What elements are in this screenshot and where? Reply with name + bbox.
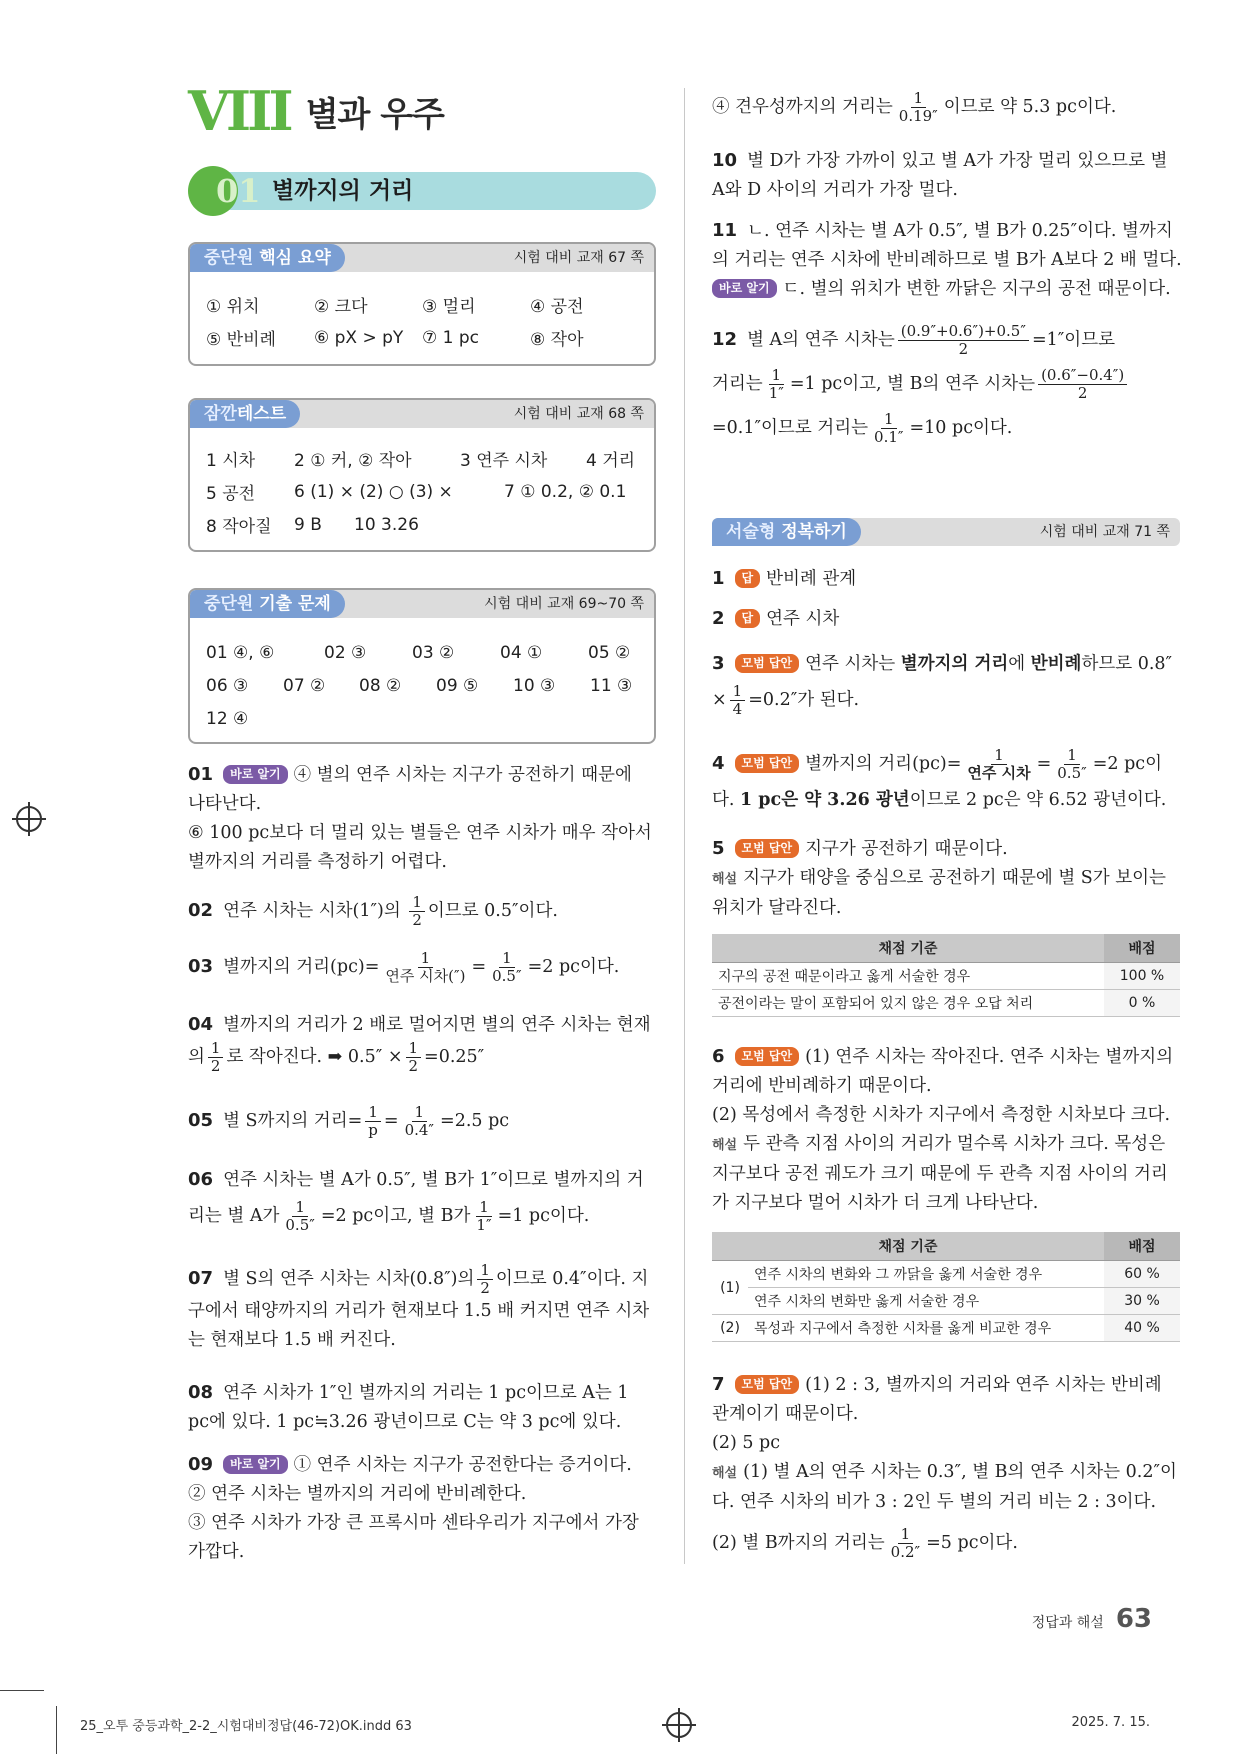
fraction: $\frac{1}{1''}$ xyxy=(768,366,784,402)
quick-test-box xyxy=(188,398,656,552)
model-answer-badge: 모범 답안 xyxy=(735,754,800,773)
fraction: $\frac{1}{\text{연주 시차(″)}}$ xyxy=(385,949,466,985)
quick-answer: 5 공전 xyxy=(206,484,256,504)
fraction: $\frac{1}{0.5''}$ xyxy=(1057,746,1087,782)
essay-ref: 시험 대비 교재 71 쪽 xyxy=(1039,524,1170,540)
section-title: 별까지의 거리 xyxy=(272,178,414,204)
past-answer: 02 ③ xyxy=(324,642,367,663)
essay-7-part2: (2) 별 B까지의 거리는 $\frac{1}{0.2''}$ =5 pc이다. xyxy=(712,1525,1018,1561)
section-header xyxy=(188,170,656,212)
answer-04: 04 별까지의 거리가 2 배로 멀어지면 별의 연주 시차는 현재의 $\frac{1}{2}$ 로 작아진다. ➡ 0.5″ × $\frac{1}{2}$ =0.25″ xyxy=(188,1014,651,1075)
correct-badge: 바로 알기 xyxy=(712,279,777,298)
fraction: $\frac{1}{0.19''}$ xyxy=(898,89,938,125)
explanation-label: 해설 xyxy=(712,872,738,887)
fraction: $\frac{1}{0.2''}$ xyxy=(890,1525,921,1561)
trim-mark xyxy=(56,1706,57,1754)
summary-item: ⑥ pX > pY xyxy=(314,327,404,348)
fraction: $\frac{(0.6''-0.4'')}{2}$ xyxy=(1038,367,1127,402)
fraction: $\frac{1}{4}$ xyxy=(730,683,746,718)
fraction: $\frac{1}{2}$ xyxy=(477,1262,493,1297)
quick-answer: 1 시차 xyxy=(206,451,256,471)
footer-file-name: 25_오투 중등과학_2-2_시험대비정답(46-72)OK.indd 63 xyxy=(80,1719,412,1734)
fraction: $\frac{1}{2}$ xyxy=(409,894,425,929)
answer-badge: 답 xyxy=(735,569,761,588)
answer-08: 08 연주 시차가 1″인 별까지의 거리는 1 pc이므로 A는 1 pc에 있다. 1 pc≒3.26 광년이므로 C는 약 3 pc에 있다. xyxy=(188,1382,629,1432)
quick-answer: 4 거리 xyxy=(586,451,636,471)
answer-11: 11 ㄴ. 연주 시차는 별 A가 0.5″, 별 B가 0.25″이다. 별까지의 거리는 연주 시차에 반비례하므로 별 B가 A보다 2 배 멀다. 바로 알기 ㄷ. 별의 위치가 변한 까닭은 지구의 공전 때문이다. xyxy=(712,220,1182,299)
chapter-title: 별과 우주 xyxy=(305,94,444,135)
quick-test-grid xyxy=(206,442,644,541)
model-answer-badge: 모범 답안 xyxy=(735,1375,800,1394)
essay-tag: 서술형 정복하기 xyxy=(712,518,861,546)
summary-item: ④ 공전 xyxy=(530,297,584,317)
answer-09-continued: ④ 견우성까지의 거리는 $\frac{1}{0.19''}$ 이므로 약 5.3 pc이다. xyxy=(712,89,1117,125)
past-exam-ref: 시험 대비 교재 69~70 쪽 xyxy=(484,596,644,612)
rubric-table-5: 채점 기준 배점 지구의 공전 때문이라고 옳게 서술한 경우 100 % 공전이라는 말이 포함되어 있지 않은 경우 오답 처리 0 % xyxy=(712,934,1180,1017)
answer-badge: 답 xyxy=(735,609,761,628)
essay-1: 1 답 반비례 관계 xyxy=(712,568,857,589)
essay-7: 7 모범 답안 (1) 2 : 3, 별까지의 거리와 연주 시차는 반비례 관계이기 때문이다. (2) 5 pc 해설 (1) 별 A의 연주 시차는 0.3″, 별 B의 연주 시차는 0.2″이다. 연주 시차의 비가 3 : 2인 두 별의 거리 비는 2 : 3이다. xyxy=(712,1374,1177,1512)
page-number-value: 63 xyxy=(1115,1604,1152,1634)
correct-badge: 바로 알기 xyxy=(223,1455,288,1474)
quick-answer: 3 연주 시차 xyxy=(460,451,548,471)
answer-12: 12 별 A의 연주 시차는 $\frac{(0.9''+0.6'')+0.5''}{2}$ =1″이므로 거리는 $\frac{1}{1''}$ =1 pc이고, 별 B의 연주 시차는 $\frac{(0.6''-0.4'')}{2}$ =0.1″이므로 거리는 $\frac{1}{0.1''}$ =10 pc이다. xyxy=(712,318,1182,450)
model-answer-badge: 모범 답안 xyxy=(735,654,800,673)
chapter-numeral: VIII xyxy=(188,79,290,143)
past-answer: 05 ② xyxy=(588,642,631,663)
fraction: $\frac{1}{1''}$ xyxy=(476,1198,492,1234)
quick-answer: 8 작아질 xyxy=(206,517,272,537)
answer-07: 07 별 S의 연주 시차는 시차(0.8″)의 $\frac{1}{2}$ 이므로 0.4″이다. 지구에서 태양까지의 거리가 현재보다 1.5 배 커지면 연주 시차는 현재보다 1.5 배 커진다. xyxy=(188,1261,650,1350)
essay-5: 5 모범 답안 지구가 공전하기 때문이다. 해설 지구가 태양을 중심으로 공전하기 때문에 별 S가 보이는 위치가 달라진다. xyxy=(712,838,1166,918)
past-answer: 10 ③ xyxy=(513,675,556,696)
fraction: $\frac{1}{0.4''}$ xyxy=(404,1103,435,1139)
table-row: 연주 시차의 변화만 옳게 서술한 경우 30 % xyxy=(712,1288,1180,1315)
correct-badge: 바로 알기 xyxy=(223,765,288,784)
registration-mark xyxy=(16,806,42,832)
model-answer-badge: 모범 답안 xyxy=(735,1047,800,1066)
past-answer: 12 ④ xyxy=(206,708,249,729)
summary-item: ② 크다 xyxy=(314,297,368,317)
page-number xyxy=(1032,1604,1152,1634)
quick-answer: 10 3.26 xyxy=(354,514,419,535)
past-answer: 09 ⑤ xyxy=(436,675,479,696)
explanation-label: 해설 xyxy=(712,1138,738,1153)
summary-item: ① 위치 xyxy=(206,297,260,317)
summary-ref: 시험 대비 교재 67 쪽 xyxy=(513,250,644,266)
table-row: (1) 연주 시차의 변화와 그 까닭을 옳게 서술한 경우 60 % xyxy=(712,1261,1180,1288)
quick-answer: 2 ① 커, ② 작아 xyxy=(294,451,412,471)
quick-answer: 7 ① 0.2, ② 0.1 xyxy=(504,481,627,502)
essay-4: 4 모범 답안 별까지의 거리(pc)= $\frac{1}{\text{연주 시차}}$ = $\frac{1}{0.5''}$ =2 pc이 다. 1 pc은 약 3.26 광년이므로 2 pc은 약 6.52 광년이다. xyxy=(712,746,1167,810)
essay-3: 3 모범 답안 연주 시차는 별까지의 거리에 반비례하므로 0.8″ × $\frac{1}{4}$ =0.2″가 된다. xyxy=(712,653,1173,718)
past-answer: 03 ② xyxy=(412,642,455,663)
answer-03: 03 별까지의 거리(pc)= $\frac{1}{\text{연주 시차(″)}}$ = $\frac{1}{0.5''}$ =2 pc이다. xyxy=(188,949,620,985)
summary-item: ⑦ 1 pc xyxy=(422,327,480,348)
past-exam-tag: 중단원 기출 문제 xyxy=(190,590,345,618)
summary-box xyxy=(188,242,656,366)
essay-6: 6 모범 답안 (1) 연주 시차는 작아진다. 연주 시차는 별까지의 거리에 반비례하기 때문이다. (2) 목성에서 측정한 시차가 지구에서 측정한 시차보다 크다. 해설 두 관측 지점 사이의 거리가 멀수록 시차가 크다. 목성은 지구보다 공전 궤도가 크기 때문에 두 관측 지점 사이의 거리가 지구보다 멀어 시차가 더 크게 나타난다. xyxy=(712,1046,1174,1213)
quick-answer: 9 B xyxy=(294,514,322,535)
fraction: $\frac{1}{0.5''}$ xyxy=(492,949,522,985)
past-answer: 08 ② xyxy=(359,675,402,696)
table-row: 지구의 공전 때문이라고 옳게 서술한 경우 100 % xyxy=(712,963,1180,990)
registration-mark xyxy=(666,1712,692,1738)
fraction: $\frac{1}{\text{연주 시차}}$ xyxy=(967,746,1031,782)
answer-09: 09 바로 알기 ① 연주 시차는 지구가 공전한다는 증거이다. ② 연주 시차는 별까지의 거리에 반비례한다. ③ 연주 시차가 가장 큰 프록시마 센타우리가 지구에서 가장 가깝다. xyxy=(188,1454,639,1562)
past-answer: 04 ① xyxy=(500,642,543,663)
essay-header xyxy=(712,518,1180,546)
fraction: $\frac{1}{2}$ xyxy=(406,1040,422,1075)
summary-item: ③ 멀리 xyxy=(422,297,476,317)
explanation-label: 해설 xyxy=(712,1466,738,1481)
fraction: $\frac{(0.9''+0.6'')+0.5''}{2}$ xyxy=(898,323,1029,358)
section-number: 01 xyxy=(216,172,261,210)
answer-02: 02 연주 시차는 시차(1″)의 $\frac{1}{2}$ 이므로 0.5″이다. xyxy=(188,893,558,929)
rubric-table-6: 채점 기준 배점 (1) 연주 시차의 변화와 그 까닭을 옳게 서술한 경우 60 % 연주 시차의 변화만 옳게 서술한 경우 30 % (2) 목성과 지구에서 측정한 시차를 옳게 비교한 경우 40 % xyxy=(712,1232,1180,1342)
chapter-header xyxy=(188,79,444,143)
page-label: 정답과 해설 xyxy=(1031,1615,1104,1631)
past-exam-grid xyxy=(206,636,644,735)
fraction: $\frac{1}{2}$ xyxy=(208,1040,224,1075)
answer-06: 06 연주 시차는 별 A가 0.5″, 별 B가 1″이므로 별까지의 거리는 별 A가 $\frac{1}{0.5''}$ =2 pc이고, 별 B가 $\frac{1}{1''}$ =1 pc이다. xyxy=(188,1169,644,1234)
summary-grid xyxy=(206,288,644,354)
answer-10: 10 별 D가 가장 가까이 있고 별 A가 가장 멀리 있으므로 별 A와 D 사이의 거리가 가장 멀다. xyxy=(712,150,1168,200)
quick-test-tag: 잠깐테스트 xyxy=(190,400,300,428)
quick-answer: 6 (1) × (2) ○ (3) × xyxy=(294,481,453,502)
trim-mark xyxy=(0,1690,44,1691)
answer-05: 05 별 S까지의 거리= $\frac{1}{p}$ = $\frac{1}{0.4''}$ =2.5 pc xyxy=(188,1103,510,1139)
fraction: $\frac{1}{0.1''}$ xyxy=(874,410,904,446)
answer-01: 01 바로 알기 ④ 별의 연주 시차는 지구가 공전하기 때문에 나타난다. ⑥ 100 pc보다 더 멀리 있는 별들은 연주 시차가 매우 작아서 별까지의 거리를 측정하기 어렵다. xyxy=(188,764,652,872)
past-answer: 11 ③ xyxy=(590,675,633,696)
fraction: $\frac{1}{p}$ xyxy=(365,1104,381,1139)
past-answer: 01 ④, ⑥ xyxy=(206,642,275,663)
past-exam-box xyxy=(188,588,656,744)
past-answer: 07 ② xyxy=(283,675,326,696)
model-answer-badge: 모범 답안 xyxy=(735,839,800,858)
footer-date: 2025. 7. 15. xyxy=(1071,1715,1150,1730)
table-row: (2) 목성과 지구에서 측정한 시차를 옳게 비교한 경우 40 % xyxy=(712,1315,1180,1342)
summary-tag: 중단원 핵심 요약 xyxy=(190,244,345,272)
summary-item: ⑤ 반비례 xyxy=(206,330,276,350)
past-answer: 06 ③ xyxy=(206,675,249,696)
quick-test-ref: 시험 대비 교재 68 쪽 xyxy=(513,406,644,422)
table-row: 공전이라는 말이 포함되어 있지 않은 경우 오답 처리 0 % xyxy=(712,990,1180,1017)
essay-2: 2 답 연주 시차 xyxy=(712,608,840,629)
fraction: $\frac{1}{0.5''}$ xyxy=(285,1198,315,1234)
summary-item: ⑧ 작아 xyxy=(530,330,584,350)
column-divider xyxy=(684,88,685,1564)
